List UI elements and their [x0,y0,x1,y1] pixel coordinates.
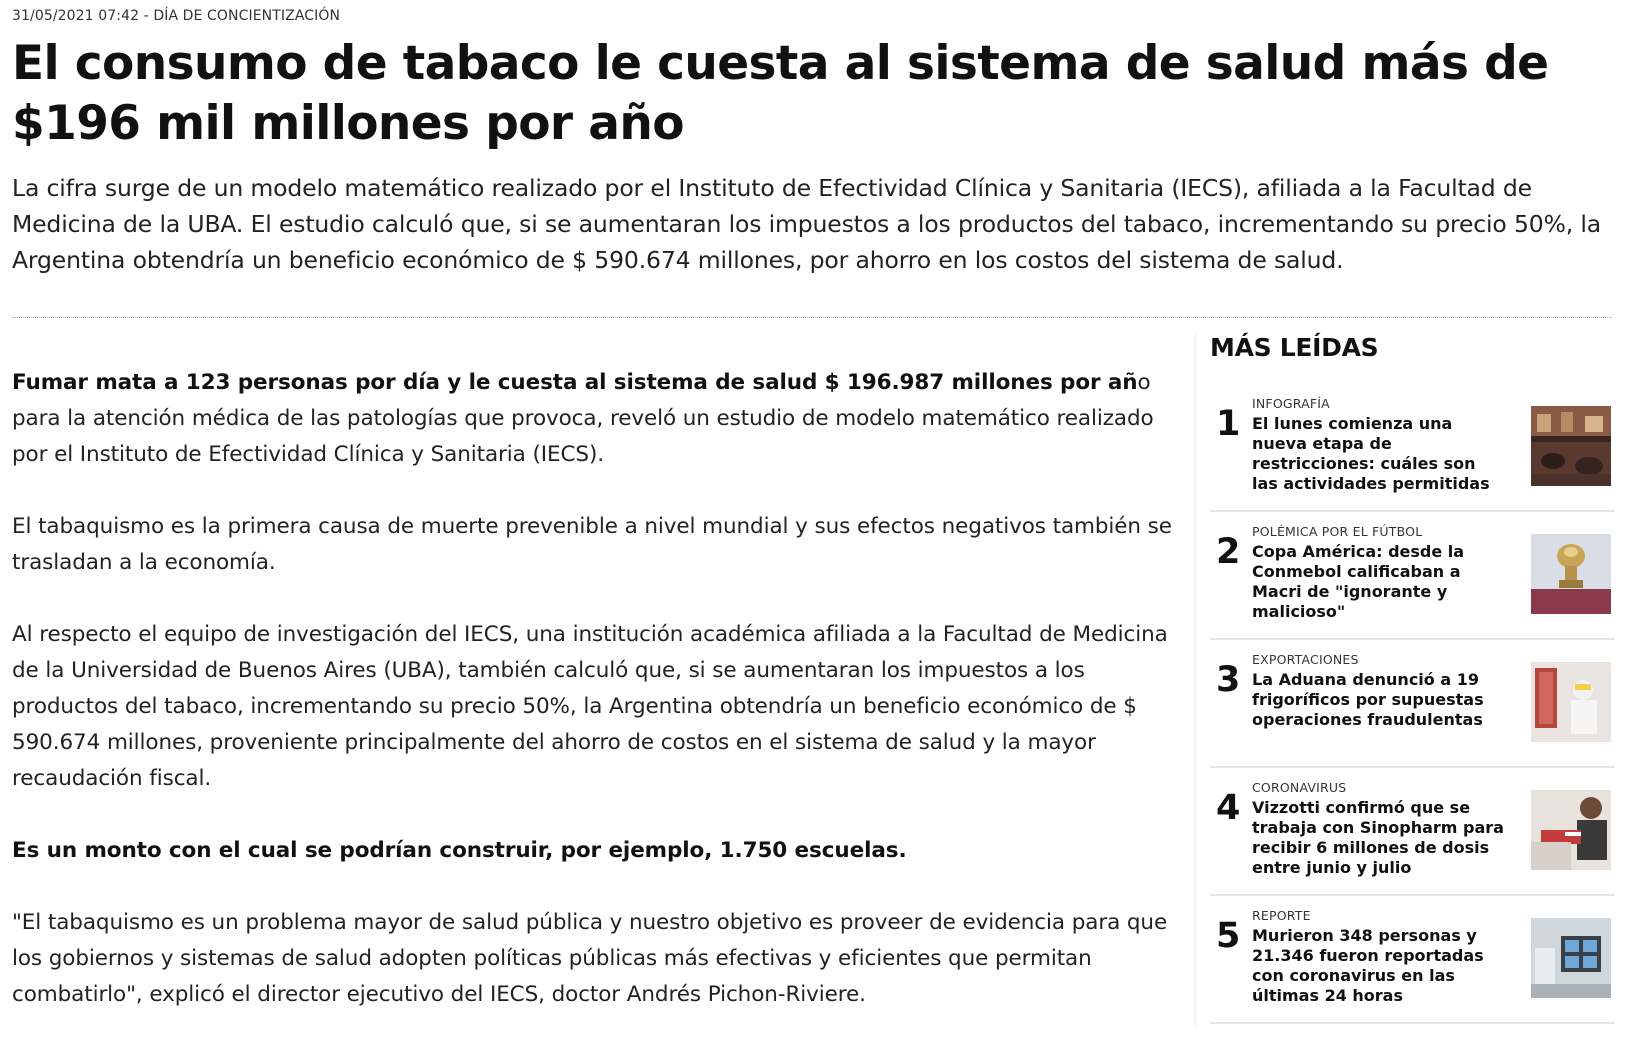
rank-number: 5 [1216,916,1241,956]
rank-headline-link[interactable]: Murieron 348 personas y 21.346 fueron reportadas con coronavirus en las últimas 24 horas [1252,926,1484,1005]
most-read-sidebar [1210,330,1615,1024]
lead-rest: o para la atención médica de las patologías que provoca, reveló un estudio de modelo matemático realizado por el Instituto de Efectividad Clínica y Sanitaria (IECS). [12,370,1154,467]
rank-headline-link[interactable]: Copa América: desde la Conmebol calificaban a Macri de "ignorante y malicioso" [1252,542,1465,621]
meat-plant-photo-icon[interactable] [1531,662,1611,742]
most-read-item-1[interactable] [1210,386,1615,512]
lead-highlight: Fumar mata a 123 personas por día y le cuesta al sistema de salud $ 196.987 millones por añ [12,370,1138,395]
rank-number: 3 [1216,660,1241,700]
rank-number: 4 [1216,788,1241,828]
article-body [12,365,1177,1049]
rank-headline-link[interactable]: Vizzotti confirmó que se trabaja con Sinopharm para recibir 6 millones de dosis entre junio y julio [1252,798,1504,877]
article-subtitle: La cifra surge de un modelo matemático realizado por el Instituto de Efectividad Clínica y Sanitaria (IECS), afiliada a la Facultad de Medicina de la UBA. El estudio calculó que, si se aumentaran los impuestos a los productos del tabaco, incrementando su precio 50%, la Argentina obtendría un beneficio económico de $ 590.674 millones, por ahorro en los costos del sistema de salud. [12,174,1602,274]
most-read-item-2[interactable] [1210,514,1615,640]
most-read-list [1210,386,1615,1024]
rank-kicker: REPORTE [1252,908,1311,923]
article-dateline: 31/05/2021 07:42 - DÍA DE CONCIENTIZACIÓN [12,8,341,24]
hospital-monitor-photo-icon[interactable] [1531,918,1611,998]
article-paragraph-5: "El tabaquismo es un problema mayor de salud pública y nuestro objetivo es proveer de evidencia para que los gobiernos y sistemas de salud adopten políticas públicas más efectivas y eficientes que permitan combatirlo", explicó el director ejecutivo del IECS, doctor Andrés Pichon-Riviere. [12,910,1168,1007]
trophy-photo-icon[interactable] [1531,534,1611,614]
rank-headline-link[interactable]: El lunes comienza una nueva etapa de restricciones: cuáles son las actividades permitidas [1252,414,1490,493]
article-title: El consumo de tabaco le cuesta al sistema de salud más de $196 mil millones por año [12,36,1549,151]
most-read-title: MÁS LEÍDAS [1210,333,1379,362]
article-paragraph-2: El tabaquismo es la primera causa de muerte prevenible a nivel mundial y sus efectos negativos también se trasladan a la economía. [12,514,1172,575]
street-photo-icon[interactable] [1531,406,1611,486]
header-divider [12,317,1612,318]
rank-number: 2 [1216,532,1241,572]
article-paragraph-1 [12,365,1177,473]
most-read-item-4[interactable] [1210,770,1615,896]
most-read-item-5[interactable] [1210,898,1615,1024]
article-paragraph-3: Al respecto el equipo de investigación del IECS, una institución académica afiliada a la Facultad de Medicina de la Universidad de Buenos Aires (UBA), también calculó que, si se aumentaran los impuestos a los productos del tabaco, incrementando su precio 50%, la Argentina obtendría un beneficio económico de $ 590.674 millones, proveniente principalmente del ahorro de costos en el sistema de salud y la mayor recaudación fiscal. [12,622,1168,791]
column-rule [1195,330,1196,1028]
rank-number: 1 [1216,404,1241,444]
article-paragraph-4: Es un monto con el cual se podrían construir, por ejemplo, 1.750 escuelas. [12,838,907,863]
vaccination-photo-icon[interactable] [1531,790,1611,870]
rank-headline-link[interactable]: La Aduana denunció a 19 frigoríficos por supuestas operaciones fraudulentas [1252,670,1484,729]
most-read-item-3[interactable] [1210,642,1615,768]
rank-kicker: CORONAVIRUS [1252,780,1347,795]
rank-kicker: INFOGRAFÍA [1252,396,1330,411]
rank-kicker: EXPORTACIONES [1252,652,1359,667]
rank-kicker: POLÉMICA POR EL FÚTBOL [1252,524,1423,539]
